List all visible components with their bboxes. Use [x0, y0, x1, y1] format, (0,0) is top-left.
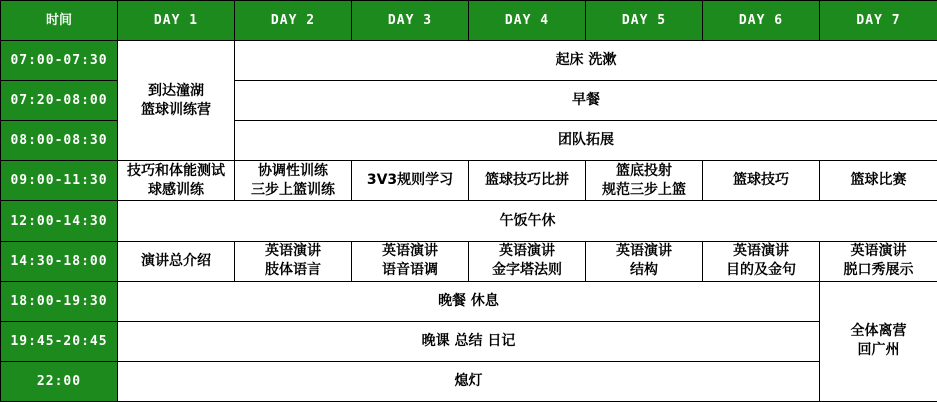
lunch-cell: 午饭午休 [118, 201, 937, 241]
afternoon-day7-cell [820, 241, 937, 281]
schedule-row [1, 241, 937, 281]
cell-line: 技巧和体能测试 [127, 162, 225, 179]
cell-line: 篮底投射 [616, 162, 672, 179]
time-slot: 08:00-08:30 [1, 121, 118, 161]
day-1-header: DAY 1 [118, 1, 235, 41]
cell-line: 脱口秀展示 [843, 262, 914, 279]
cell-line: 篮球比赛 [850, 172, 907, 189]
day-6-header: DAY 6 [703, 1, 820, 41]
cell-line: 英语演讲 [499, 243, 555, 260]
time-slot: 07:20-08:00 [1, 81, 118, 121]
morning-day3-cell [352, 161, 469, 201]
day-3-header: DAY 3 [352, 1, 469, 41]
morning-day5-cell [586, 161, 703, 201]
cell-line: 篮球训练营 [141, 101, 211, 118]
schedule-row [1, 41, 937, 81]
cell-line: 到达潼湖 [148, 82, 204, 99]
lights-out-cell: 熄灯 [118, 361, 820, 401]
cell-line: 篮球技巧 [733, 172, 789, 189]
cell-line: 结构 [630, 262, 658, 279]
schedule-row [1, 201, 937, 241]
cell-line: 肢体语言 [265, 262, 321, 279]
team-building-cell: 团队拓展 [235, 121, 937, 161]
time-slot: 19:45-20:45 [1, 321, 118, 361]
afternoon-day6-cell [703, 241, 820, 281]
time-slot: 14:30-18:00 [1, 241, 118, 281]
cell-line: 英语演讲 [265, 243, 321, 260]
cell-line: 全体离营 [850, 323, 907, 340]
cell-line: 英语演讲 [616, 243, 672, 260]
afternoon-day3-cell [352, 241, 469, 281]
cell-line: 英语演讲 [850, 243, 907, 260]
morning-day2-cell [235, 161, 352, 201]
time-slot: 09:00-11:30 [1, 161, 118, 201]
afternoon-day1-cell [118, 241, 235, 281]
morning-day6-cell [703, 161, 820, 201]
cell-line: 演讲总介绍 [141, 252, 211, 269]
evening-class-cell: 晚课 总结 日记 [118, 321, 820, 361]
time-slot: 12:00-14:30 [1, 201, 118, 241]
cell-line: 回广州 [857, 342, 900, 359]
schedule-row [1, 281, 937, 321]
departure-cell [820, 281, 937, 401]
afternoon-day5-cell [586, 241, 703, 281]
cell-line: 三步上篮训练 [251, 181, 335, 198]
day-7-header: DAY 7 [820, 1, 937, 41]
day-4-header: DAY 4 [469, 1, 586, 41]
cell-line: 协调性训练 [258, 162, 328, 179]
morning-day1-cell [118, 161, 235, 201]
schedule-row [1, 321, 937, 361]
morning-day4-cell [469, 161, 586, 201]
time-column-header: 时间 [1, 1, 118, 41]
afternoon-day2-cell [235, 241, 352, 281]
header-row [1, 1, 937, 41]
cell-line: 球感训练 [148, 181, 204, 198]
cell-line: 英语演讲 [733, 243, 789, 260]
cell-line: 规范三步上篮 [602, 181, 686, 198]
cell-line: 目的及金句 [726, 262, 796, 279]
cell-line: 语音语调 [382, 262, 438, 279]
breakfast-cell: 早餐 [235, 81, 937, 121]
afternoon-day4-cell [469, 241, 586, 281]
day1-arrival-cell [118, 41, 235, 161]
day-2-header: DAY 2 [235, 1, 352, 41]
wakeup-cell: 起床 洗漱 [235, 41, 937, 81]
cell-line: 金字塔法则 [492, 262, 562, 279]
schedule-row [1, 361, 937, 401]
dinner-cell: 晚餐 休息 [118, 281, 820, 321]
day-5-header: DAY 5 [586, 1, 703, 41]
cell-line: 篮球技巧比拼 [485, 172, 569, 189]
time-slot: 07:00-07:30 [1, 41, 118, 81]
morning-day7-cell [820, 161, 937, 201]
time-slot: 18:00-19:30 [1, 281, 118, 321]
cell-line: 3V3规则学习 [366, 172, 454, 189]
cell-line: 英语演讲 [382, 243, 438, 260]
schedule-row [1, 161, 937, 201]
time-slot: 22:00 [1, 361, 118, 401]
